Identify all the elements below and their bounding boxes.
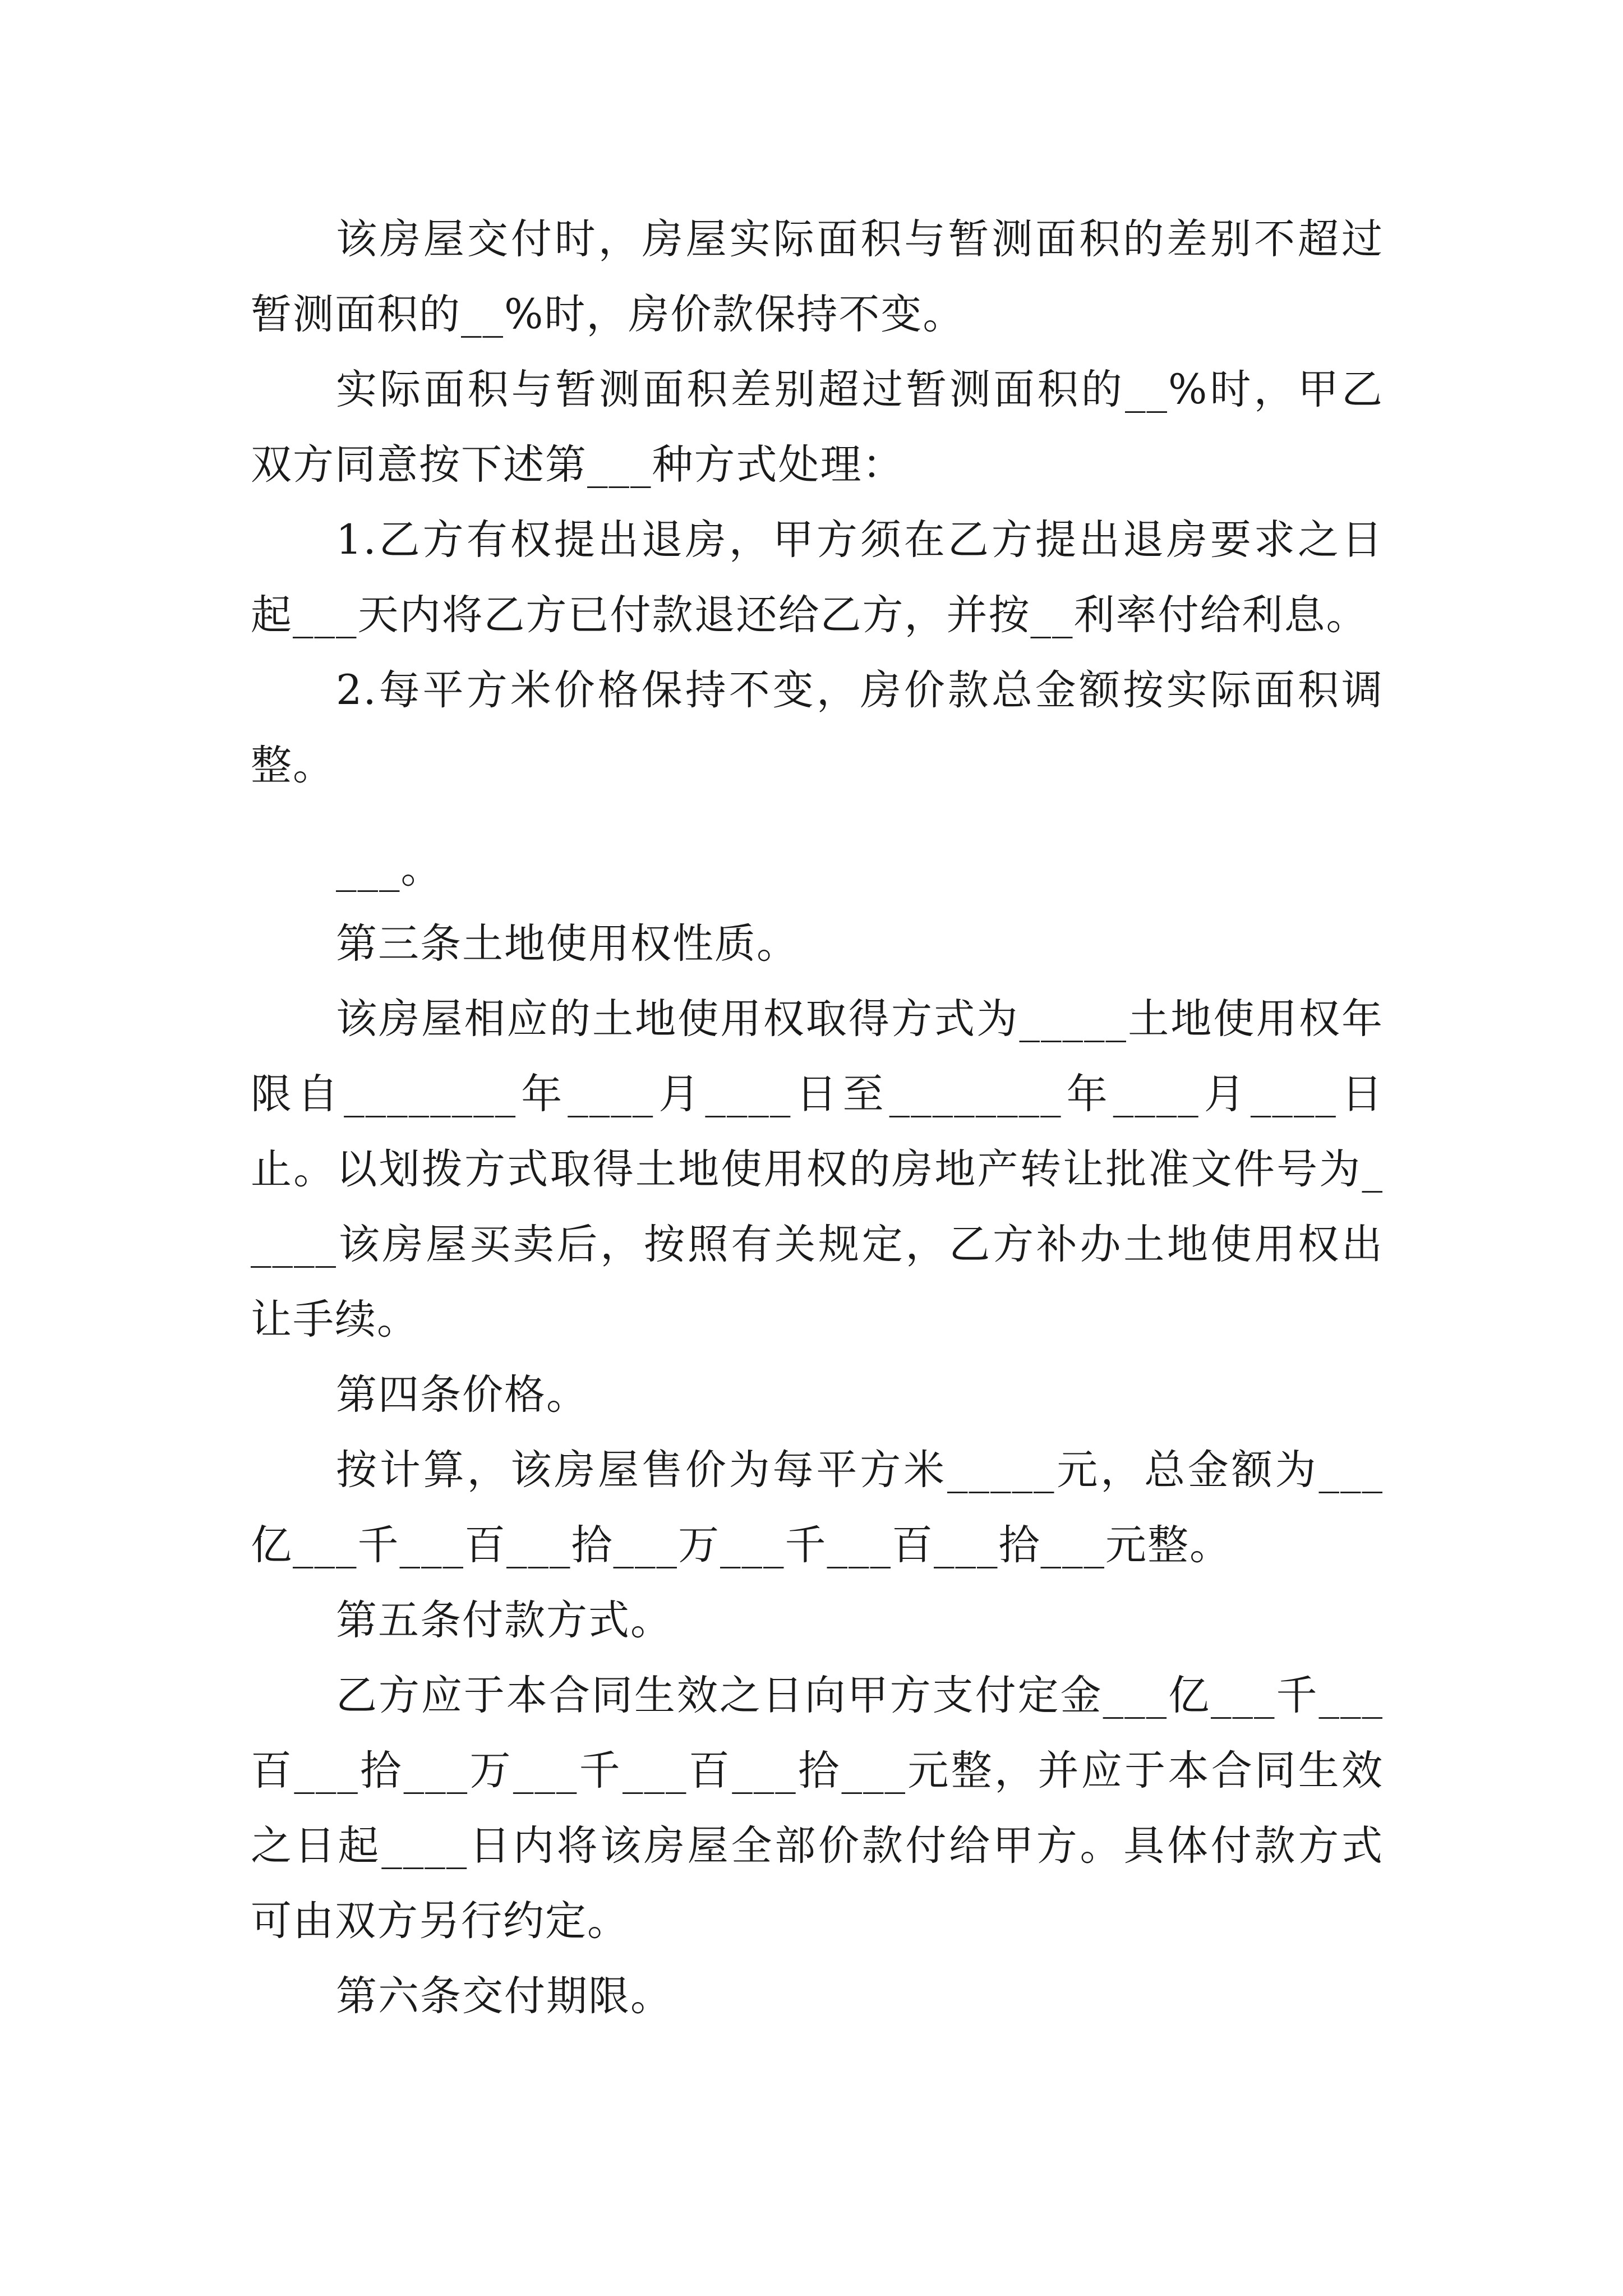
- paragraph-option-1: 1.乙方有权提出退房，甲方须在乙方提出退房要求之日起___天内将乙方已付款退还给乙方，并按__利率付给利息。: [251, 516, 1384, 639]
- paragraph-payment: 乙方应于本合同生效之日向甲方支付定金___亿___千___百___拾___万___千___百___拾___元整，并应于本合同生效之日起____日内将该房屋全部价款付给甲方。具体付款方式可由双方另行约定。: [251, 1672, 1384, 1945]
- paragraph-option-blank: ___。: [336, 845, 443, 892]
- heading-article-3: 第三条土地使用权性质。: [336, 920, 799, 968]
- heading-article-5: 第五条付款方式。: [336, 1596, 672, 1644]
- paragraph-option-2: 2.每平方米价格保持不变，房价款总金额按实际面积调整。: [251, 666, 1384, 789]
- paragraph-area-excess: 实际面积与暂测面积差别超过暂测面积的__%时，甲乙双方同意按下述第___种方式处理：: [251, 366, 1384, 489]
- paragraph-area-tolerance: 该房屋交付时，房屋实际面积与暂测面积的差别不超过暂测面积的__%时，房价款保持不变。: [251, 215, 1384, 338]
- paragraph-land-use: 该房屋相应的土地使用权取得方式为_____土地使用权年限自________年____月____日至________年____月____日止。以划拨方式取得土地使用权的房地产转让批准文件号为_____该房屋买卖后，按照有关规定，乙方补办土地使用权出让手续。: [251, 995, 1384, 1343]
- heading-article-4: 第四条价格。: [336, 1371, 588, 1419]
- heading-article-6: 第六条交付期限。: [336, 1972, 672, 2020]
- document-body: [251, 202, 1384, 2034]
- paragraph-price: 按计算，该房屋售价为每平方米_____元，总金额为___亿___千___百___拾___万___千___百___拾___元整。: [251, 1446, 1384, 1569]
